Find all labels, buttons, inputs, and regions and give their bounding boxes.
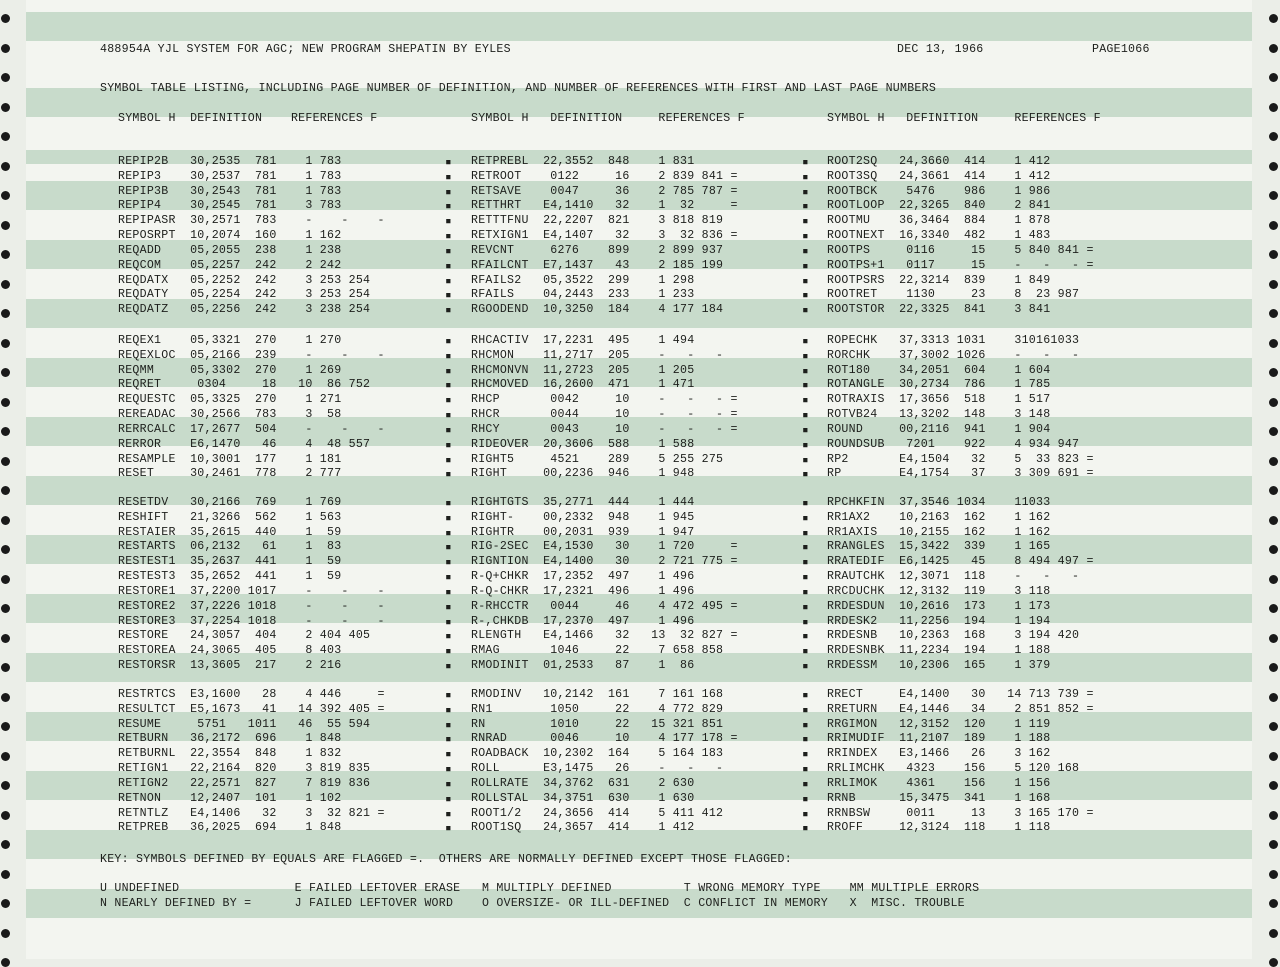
symbol-row: REREADAC 30,2566 783 3 58 xyxy=(118,408,342,422)
column-separator: ▪ xyxy=(802,762,809,776)
column-separator: ▪ xyxy=(445,258,452,272)
column-separator: ▪ xyxy=(445,467,452,481)
feed-hole xyxy=(1269,221,1278,230)
symbol-row: RETROOT 0122 16 2 839 841 = xyxy=(471,169,738,183)
column-separator: ▪ xyxy=(802,169,809,183)
feed-hole xyxy=(1,693,10,702)
feed-hole xyxy=(1269,457,1278,466)
column-separator: ▪ xyxy=(802,732,809,746)
symbol-row: REQADD 05,2055 238 1 238 xyxy=(118,243,342,257)
column-separator: ▪ xyxy=(802,821,809,835)
symbol-row: RMAG 1046 22 7 658 858 xyxy=(471,644,724,658)
column-separator: ▪ xyxy=(445,288,452,302)
column-separator: ▪ xyxy=(445,776,452,790)
symbol-row: REQDATY 05,2254 242 3 253 254 xyxy=(118,288,371,302)
symbol-row: RP2 E4,1504 32 5 33 823 = xyxy=(827,452,1094,466)
column-separator: ▪ xyxy=(802,717,809,731)
feed-hole xyxy=(1,929,10,938)
symbol-row: RIGHT- 00,2332 948 1 945 xyxy=(471,510,695,524)
feed-hole xyxy=(1,132,10,141)
symbol-row: REPOSRPT 10,2074 160 1 162 xyxy=(118,229,342,243)
feed-hole xyxy=(1269,73,1278,82)
symbol-row: ROOTMU 36,3464 884 1 878 xyxy=(827,214,1051,228)
symbol-row: RETTTFNU 22,2207 821 3 818 819 xyxy=(471,214,724,228)
feed-hole xyxy=(1269,486,1278,495)
symbol-row: REPIP3B 30,2543 781 1 783 xyxy=(118,184,342,198)
column-separator: ▪ xyxy=(445,169,452,183)
column-separator: ▪ xyxy=(445,762,452,776)
feed-hole xyxy=(1,486,10,495)
symbol-row: RR1AXIS 10,2155 162 1 162 xyxy=(827,525,1051,539)
symbol-row: RESUME 5751 1011 46 55 594 xyxy=(118,717,371,731)
feed-hole xyxy=(1269,516,1278,525)
feed-hole xyxy=(1,221,10,230)
feed-hole xyxy=(1,309,10,318)
symbol-row: ROLLRATE 34,3762 631 2 630 xyxy=(471,776,695,790)
symbol-row: RPCHKFIN 37,3546 1034 11033 xyxy=(827,496,1051,509)
symbol-row: R-RHCCTR 0044 46 4 472 495 = xyxy=(471,599,738,613)
symbol-row: ROOTNEXT 16,3340 482 1 483 xyxy=(827,229,1051,243)
feed-hole xyxy=(1,457,10,466)
symbol-row: RESAMPLE 10,3001 177 1 181 xyxy=(118,452,342,466)
feed-hole xyxy=(1,280,10,289)
symbol-row: RESETDV 30,2166 769 1 769 xyxy=(118,496,342,509)
feed-hole xyxy=(1,840,10,849)
feed-hole xyxy=(1,14,10,23)
column-separator: ▪ xyxy=(445,348,452,362)
column-separator: ▪ xyxy=(802,806,809,820)
column-separator: ▪ xyxy=(802,199,809,213)
symbol-row: RRECT E4,1400 30 14 713 739 = xyxy=(827,688,1094,701)
symbol-row: RORCHK 37,3002 1026 - - - xyxy=(827,348,1080,362)
symbol-row: ROOTLOOP 22,3265 840 2 841 xyxy=(827,199,1051,213)
symbol-row: RETXIGN1 E4,1407 32 3 32 836 = xyxy=(471,229,738,243)
column-separator: ▪ xyxy=(802,688,809,701)
symbol-row: RRCDUCHK 12,3132 119 3 118 xyxy=(827,584,1051,598)
feed-hole xyxy=(1,634,10,643)
symbol-row: RIDEOVER 20,3606 588 1 588 xyxy=(471,437,695,451)
symbol-row: RRDESNBK 11,2234 194 1 188 xyxy=(827,644,1051,658)
feed-hole xyxy=(1269,14,1278,23)
symbol-row: RETPREB 36,2025 694 1 848 xyxy=(118,821,342,835)
symbol-row: RMODINV 10,2142 161 7 161 168 xyxy=(471,688,724,701)
feed-hole xyxy=(1269,722,1278,731)
printout-sheet xyxy=(26,0,1252,959)
symbol-row: RESTAIER 35,2615 440 1 59 xyxy=(118,525,342,539)
feed-hole xyxy=(1,73,10,82)
feed-hole xyxy=(1269,250,1278,259)
symbol-row: REVCNT 6276 899 2 899 937 xyxy=(471,243,724,257)
symbol-row: RIGHTR 00,2031 939 1 947 xyxy=(471,525,695,539)
key-line: KEY: SYMBOLS DEFINED BY EQUALS ARE FLAGGED =. OTHERS ARE NORMALLY DEFINED EXCEPT THOSE FLAGGED: xyxy=(100,853,792,866)
column-separator: ▪ xyxy=(445,659,452,673)
feed-hole xyxy=(1269,280,1278,289)
feed-hole xyxy=(1,516,10,525)
feed-hole xyxy=(1269,840,1278,849)
column-separator: ▪ xyxy=(802,570,809,584)
feed-hole xyxy=(1269,663,1278,672)
symbol-row: RHCP 0042 10 - - - = xyxy=(471,393,738,407)
column-separator: ▪ xyxy=(445,688,452,701)
feed-hole xyxy=(1269,958,1278,967)
symbol-row: REQUESTC 05,3325 270 1 271 xyxy=(118,393,342,407)
symbol-row: RETTHRT E4,1410 32 1 32 = xyxy=(471,199,738,213)
column-separator: ▪ xyxy=(445,422,452,436)
column-header: SYMBOL H DEFINITION REFERENCES F xyxy=(118,112,378,125)
column-separator: ▪ xyxy=(802,422,809,436)
column-separator: ▪ xyxy=(445,243,452,257)
symbol-row: RETIGN2 22,2571 827 7 819 836 xyxy=(118,776,371,790)
feed-hole xyxy=(1269,162,1278,171)
key-legend: U UNDEFINED E FAILED LEFTOVER ERASE M MULTIPLY DEFINED T WRONG MEMORY TYPE MM MULTIPLE ERRORS xyxy=(100,882,980,895)
symbol-row: ROADBACK 10,2302 164 5 164 183 xyxy=(471,747,724,761)
column-separator: ▪ xyxy=(802,614,809,628)
column-separator: ▪ xyxy=(802,155,809,168)
symbol-row: RP E4,1754 37 3 309 691 = xyxy=(827,467,1094,481)
column-separator: ▪ xyxy=(445,437,452,451)
feed-hole xyxy=(1269,752,1278,761)
symbol-row: RR1AX2 10,2163 162 1 162 xyxy=(827,510,1051,524)
symbol-row: RHCACTIV 17,2231 495 1 494 xyxy=(471,334,695,347)
symbol-row: RRNBSW 0011 13 3 165 170 = xyxy=(827,806,1094,820)
symbol-row: RETPREBL 22,3552 848 1 831 xyxy=(471,155,695,168)
symbol-row: RRLIMOK 4361 156 1 156 xyxy=(827,776,1051,790)
column-separator: ▪ xyxy=(445,184,452,198)
symbol-row: ROLL E3,1475 26 - - - xyxy=(471,762,724,776)
feed-hole xyxy=(1,368,10,377)
green-band xyxy=(26,12,1252,41)
column-separator: ▪ xyxy=(445,806,452,820)
column-separator: ▪ xyxy=(802,555,809,569)
column-header: SYMBOL H DEFINITION REFERENCES F xyxy=(827,112,1101,125)
symbol-row: R-Q-CHKR 17,2321 496 1 496 xyxy=(471,584,695,598)
feed-hole xyxy=(1,250,10,259)
symbol-row: RRAUTCHK 12,3071 118 - - - xyxy=(827,570,1080,584)
symbol-row: ROOTPS 0116 15 5 840 841 = xyxy=(827,243,1094,257)
feed-hole xyxy=(1269,545,1278,554)
symbol-row: RHCMOVED 16,2600 471 1 471 xyxy=(471,378,695,392)
column-separator: ▪ xyxy=(802,273,809,287)
symbol-row: RN1 1050 22 4 772 829 xyxy=(471,702,724,716)
column-separator: ▪ xyxy=(802,303,809,317)
column-separator: ▪ xyxy=(445,525,452,539)
column-separator: ▪ xyxy=(802,288,809,302)
column-header: SYMBOL H DEFINITION REFERENCES F xyxy=(471,112,745,125)
feed-hole xyxy=(1,870,10,879)
symbol-row: RRGIMON 12,3152 120 1 119 xyxy=(827,717,1051,731)
symbol-row: ROOTRET 1130 23 8 23 987 xyxy=(827,288,1080,302)
column-separator: ▪ xyxy=(802,747,809,761)
column-separator: ▪ xyxy=(445,408,452,422)
feed-hole xyxy=(1,398,10,407)
symbol-row: RESTEST1 35,2637 441 1 59 xyxy=(118,555,342,569)
tractor-feed-right xyxy=(1254,0,1280,959)
column-separator: ▪ xyxy=(802,629,809,643)
symbol-row: ROUNDSUB 7201 922 4 934 947 xyxy=(827,437,1080,451)
symbol-row: ROOT1/2 24,3656 414 5 411 412 xyxy=(471,806,724,820)
symbol-row: RIGHT 00,2236 946 1 948 xyxy=(471,467,695,481)
feed-hole xyxy=(1269,929,1278,938)
symbol-row: REQCOM 05,2257 242 2 242 xyxy=(118,258,342,272)
symbol-row: RETNON 12,2407 101 1 102 xyxy=(118,791,342,805)
print-date: DEC 13, 1966 xyxy=(897,43,984,56)
feed-hole xyxy=(1269,899,1278,908)
column-separator: ▪ xyxy=(445,791,452,805)
column-separator: ▪ xyxy=(802,229,809,243)
symbol-row: REQEXLOC 05,2166 239 - - - xyxy=(118,348,385,362)
feed-hole xyxy=(1269,132,1278,141)
column-separator: ▪ xyxy=(802,659,809,673)
tractor-feed-left xyxy=(0,0,26,959)
feed-hole xyxy=(1269,870,1278,879)
symbol-row: RNRAD 0046 10 4 177 178 = xyxy=(471,732,738,746)
symbol-row: RROFF 12,3124 118 1 118 xyxy=(827,821,1051,835)
feed-hole xyxy=(1269,634,1278,643)
feed-hole xyxy=(1,162,10,171)
symbol-row: REPIPASR 30,2571 783 - - - xyxy=(118,214,385,228)
symbol-row: RHCMONVN 11,2723 205 1 205 xyxy=(471,363,695,377)
symbol-row: ROOTBCK 5476 986 1 986 xyxy=(827,184,1051,198)
page-number: PAGE1066 xyxy=(1092,43,1150,56)
symbol-row: RFAILS2 05,3522 299 1 298 xyxy=(471,273,695,287)
column-separator: ▪ xyxy=(445,393,452,407)
column-separator: ▪ xyxy=(802,584,809,598)
column-separator: ▪ xyxy=(802,334,809,347)
symbol-row: RESHIFT 21,3266 562 1 563 xyxy=(118,510,342,524)
column-separator: ▪ xyxy=(445,555,452,569)
column-separator: ▪ xyxy=(445,363,452,377)
symbol-row: RMODINIT 01,2533 87 1 86 xyxy=(471,659,695,673)
symbol-row: RETBURN 36,2172 696 1 848 xyxy=(118,732,342,746)
column-separator: ▪ xyxy=(445,570,452,584)
column-separator: ▪ xyxy=(445,702,452,716)
column-separator: ▪ xyxy=(445,214,452,228)
symbol-row: RRANGLES 15,3422 339 1 165 xyxy=(827,540,1051,554)
column-separator: ▪ xyxy=(802,525,809,539)
symbol-row: REQEX1 05,3321 270 1 270 xyxy=(118,334,342,347)
symbol-row: ROPECHK 37,3313 1031 310161033 xyxy=(827,334,1080,347)
feed-hole xyxy=(1,781,10,790)
symbol-row: RESTORE2 37,2226 1018 - - - xyxy=(118,599,385,613)
column-separator: ▪ xyxy=(802,791,809,805)
symbol-row: ROOT3SQ 24,3661 414 1 412 xyxy=(827,169,1051,183)
column-separator: ▪ xyxy=(445,644,452,658)
feed-hole xyxy=(1269,693,1278,702)
symbol-row: RIGNTION E4,1400 30 2 721 775 = xyxy=(471,555,738,569)
column-separator: ▪ xyxy=(802,776,809,790)
feed-hole xyxy=(1269,103,1278,112)
column-separator: ▪ xyxy=(802,437,809,451)
symbol-row: RESTARTS 06,2132 61 1 83 xyxy=(118,540,342,554)
symbol-row: RERROR E6,1470 46 4 48 557 xyxy=(118,437,371,451)
symbol-row: RHCMON 11,2717 205 - - - xyxy=(471,348,724,362)
symbol-row: RESULTCT E5,1673 41 14 392 405 = xyxy=(118,702,385,716)
column-separator: ▪ xyxy=(445,378,452,392)
feed-hole xyxy=(1269,339,1278,348)
symbol-row: RHCY 0043 10 - - - = xyxy=(471,422,738,436)
feed-hole xyxy=(1,575,10,584)
symbol-row: REQDATZ 05,2256 242 3 238 254 xyxy=(118,303,371,317)
symbol-row: RGOODEND 10,3250 184 4 177 184 xyxy=(471,303,724,317)
listing-subtitle: SYMBOL TABLE LISTING, INCLUDING PAGE NUMBER OF DEFINITION, AND NUMBER OF REFERENCES WITH FIRST AND LAST PAGE NUMBERS xyxy=(100,82,937,95)
symbol-row: RRETURN E4,1446 34 2 851 852 = xyxy=(827,702,1094,716)
feed-hole xyxy=(1269,44,1278,53)
feed-hole xyxy=(1269,604,1278,613)
symbol-row: REPIP4 30,2545 781 3 783 xyxy=(118,199,342,213)
key-legend: N NEARLY DEFINED BY = J FAILED LEFTOVER WORD O OVERSIZE- OR ILL-DEFINED C CONFLICT IN MEMORY X MISC. TROUBLE xyxy=(100,897,965,910)
symbol-row: ROOTSTOR 22,3325 841 3 841 xyxy=(827,303,1051,317)
column-separator: ▪ xyxy=(802,644,809,658)
column-separator: ▪ xyxy=(445,334,452,347)
column-separator: ▪ xyxy=(445,303,452,317)
feed-hole xyxy=(1,899,10,908)
feed-hole xyxy=(1,545,10,554)
symbol-row: RFAILS 04,2443 233 1 233 xyxy=(471,288,695,302)
symbol-row: RIGHTGTS 35,2771 444 1 444 xyxy=(471,496,695,509)
column-separator: ▪ xyxy=(445,599,452,613)
symbol-row: RESTORSR 13,3605 217 2 216 xyxy=(118,659,342,673)
symbol-row: RRDESNB 10,2363 168 3 194 420 xyxy=(827,629,1080,643)
symbol-row: RESTRTCS E3,1600 28 4 446 = xyxy=(118,688,385,701)
symbol-row: RRDESSM 10,2306 165 1 379 xyxy=(827,659,1051,673)
symbol-row: RRDESK2 11,2256 194 1 194 xyxy=(827,614,1051,628)
page-title: 488954A YJL SYSTEM FOR AGC; NEW PROGRAM SHEPATIN BY EYLES xyxy=(100,43,511,56)
column-separator: ▪ xyxy=(445,821,452,835)
symbol-row: RETNTLZ E4,1406 32 3 32 821 = xyxy=(118,806,385,820)
feed-hole xyxy=(1269,368,1278,377)
feed-hole xyxy=(1,811,10,820)
symbol-row: ROOTPSRS 22,3214 839 1 849 xyxy=(827,273,1051,287)
column-separator: ▪ xyxy=(802,540,809,554)
symbol-row: R-Q+CHKR 17,2352 497 1 496 xyxy=(471,570,695,584)
column-separator: ▪ xyxy=(445,584,452,598)
symbol-row: RETIGN1 22,2164 820 3 819 835 xyxy=(118,762,371,776)
column-separator: ▪ xyxy=(802,702,809,716)
feed-hole xyxy=(1,958,10,967)
feed-hole xyxy=(1,663,10,672)
symbol-row: RETBURNL 22,3554 848 1 832 xyxy=(118,747,342,761)
column-separator: ▪ xyxy=(802,243,809,257)
feed-hole xyxy=(1269,398,1278,407)
column-separator: ▪ xyxy=(445,199,452,213)
column-separator: ▪ xyxy=(802,258,809,272)
symbol-row: RRNB 15,3475 341 1 168 xyxy=(827,791,1051,805)
feed-hole xyxy=(1,103,10,112)
feed-hole xyxy=(1269,781,1278,790)
column-separator: ▪ xyxy=(802,393,809,407)
symbol-row: REQMM 05,3302 270 1 269 xyxy=(118,363,342,377)
symbol-row: RN 1010 22 15 321 851 xyxy=(471,717,724,731)
symbol-row: ROTVB24 13,3202 148 3 148 xyxy=(827,408,1051,422)
column-separator: ▪ xyxy=(802,408,809,422)
symbol-row: RIGHT5 4521 289 5 255 275 xyxy=(471,452,724,466)
feed-hole xyxy=(1269,811,1278,820)
symbol-row: RESTORE1 37,2200 1017 - - - xyxy=(118,584,385,598)
symbol-row: RRATEDIF E6,1425 45 8 494 497 = xyxy=(827,555,1094,569)
column-separator: ▪ xyxy=(802,496,809,509)
feed-hole xyxy=(1269,191,1278,200)
symbol-row: R-,CHKDB 17,2370 497 1 496 xyxy=(471,614,695,628)
symbol-row: REQRET 0304 18 10 86 752 xyxy=(118,378,371,392)
feed-hole xyxy=(1,339,10,348)
column-separator: ▪ xyxy=(802,348,809,362)
symbol-row: ROTRAXIS 17,3656 518 1 517 xyxy=(827,393,1051,407)
symbol-row: ROOTPS+1 0117 15 - - - = xyxy=(827,258,1094,272)
symbol-row: ROOT2SQ 24,3660 414 1 412 xyxy=(827,155,1051,168)
symbol-row: RIG-2SEC E4,1530 30 1 720 = xyxy=(471,540,738,554)
column-separator: ▪ xyxy=(802,467,809,481)
symbol-row: ROOT1SQ 24,3657 414 1 412 xyxy=(471,821,695,835)
column-separator: ▪ xyxy=(802,510,809,524)
symbol-row: RRDESDUN 10,2616 173 1 173 xyxy=(827,599,1051,613)
column-separator: ▪ xyxy=(445,452,452,466)
symbol-row: RESTORE 24,3057 404 2 404 405 xyxy=(118,629,371,643)
column-separator: ▪ xyxy=(445,510,452,524)
feed-hole xyxy=(1,427,10,436)
symbol-row: RHCR 0044 10 - - - = xyxy=(471,408,738,422)
column-separator: ▪ xyxy=(445,747,452,761)
feed-hole xyxy=(1,752,10,761)
symbol-row: RESTEST3 35,2652 441 1 59 xyxy=(118,570,342,584)
symbol-row: RRIMUDIF 11,2107 189 1 188 xyxy=(827,732,1051,746)
symbol-row: ROTANGLE 30,2734 786 1 785 xyxy=(827,378,1051,392)
symbol-row: ROLLSTAL 34,3751 630 1 630 xyxy=(471,791,695,805)
feed-hole xyxy=(1,191,10,200)
column-separator: ▪ xyxy=(802,452,809,466)
column-separator: ▪ xyxy=(802,184,809,198)
column-separator: ▪ xyxy=(445,629,452,643)
symbol-row: RRINDEX E3,1466 26 3 162 xyxy=(827,747,1051,761)
symbol-row: RESET 30,2461 778 2 777 xyxy=(118,467,342,481)
column-separator: ▪ xyxy=(445,496,452,509)
column-separator: ▪ xyxy=(445,273,452,287)
feed-hole xyxy=(1269,309,1278,318)
symbol-row: REQDATX 05,2252 242 3 253 254 xyxy=(118,273,371,287)
symbol-row: RLENGTH E4,1466 32 13 32 827 = xyxy=(471,629,738,643)
symbol-row: RERRCALC 17,2677 504 - - - xyxy=(118,422,385,436)
column-separator: ▪ xyxy=(802,599,809,613)
column-separator: ▪ xyxy=(802,363,809,377)
symbol-row: REPIP2B 30,2535 781 1 783 xyxy=(118,155,342,168)
symbol-row: ROT180 34,2051 604 1 604 xyxy=(827,363,1051,377)
symbol-row: RFAILCNT E7,1437 43 2 185 199 xyxy=(471,258,724,272)
feed-hole xyxy=(1,722,10,731)
symbol-row: RETSAVE 0047 36 2 785 787 = xyxy=(471,184,738,198)
column-separator: ▪ xyxy=(802,378,809,392)
feed-hole xyxy=(1,604,10,613)
column-separator: ▪ xyxy=(445,229,452,243)
feed-hole xyxy=(1269,575,1278,584)
symbol-row: RESTOREA 24,3065 405 8 403 xyxy=(118,644,342,658)
column-separator: ▪ xyxy=(802,214,809,228)
symbol-row: RRLIMCHK 4323 156 5 120 168 xyxy=(827,762,1080,776)
column-separator: ▪ xyxy=(445,732,452,746)
column-separator: ▪ xyxy=(445,155,452,168)
symbol-row: REPIP3 30,2537 781 1 783 xyxy=(118,169,342,183)
feed-hole xyxy=(1,44,10,53)
symbol-row: ROUND 00,2116 941 1 904 xyxy=(827,422,1051,436)
symbol-row: RESTORE3 37,2254 1018 - - - xyxy=(118,614,385,628)
column-separator: ▪ xyxy=(445,717,452,731)
column-separator: ▪ xyxy=(445,540,452,554)
feed-hole xyxy=(1269,427,1278,436)
column-separator: ▪ xyxy=(445,614,452,628)
